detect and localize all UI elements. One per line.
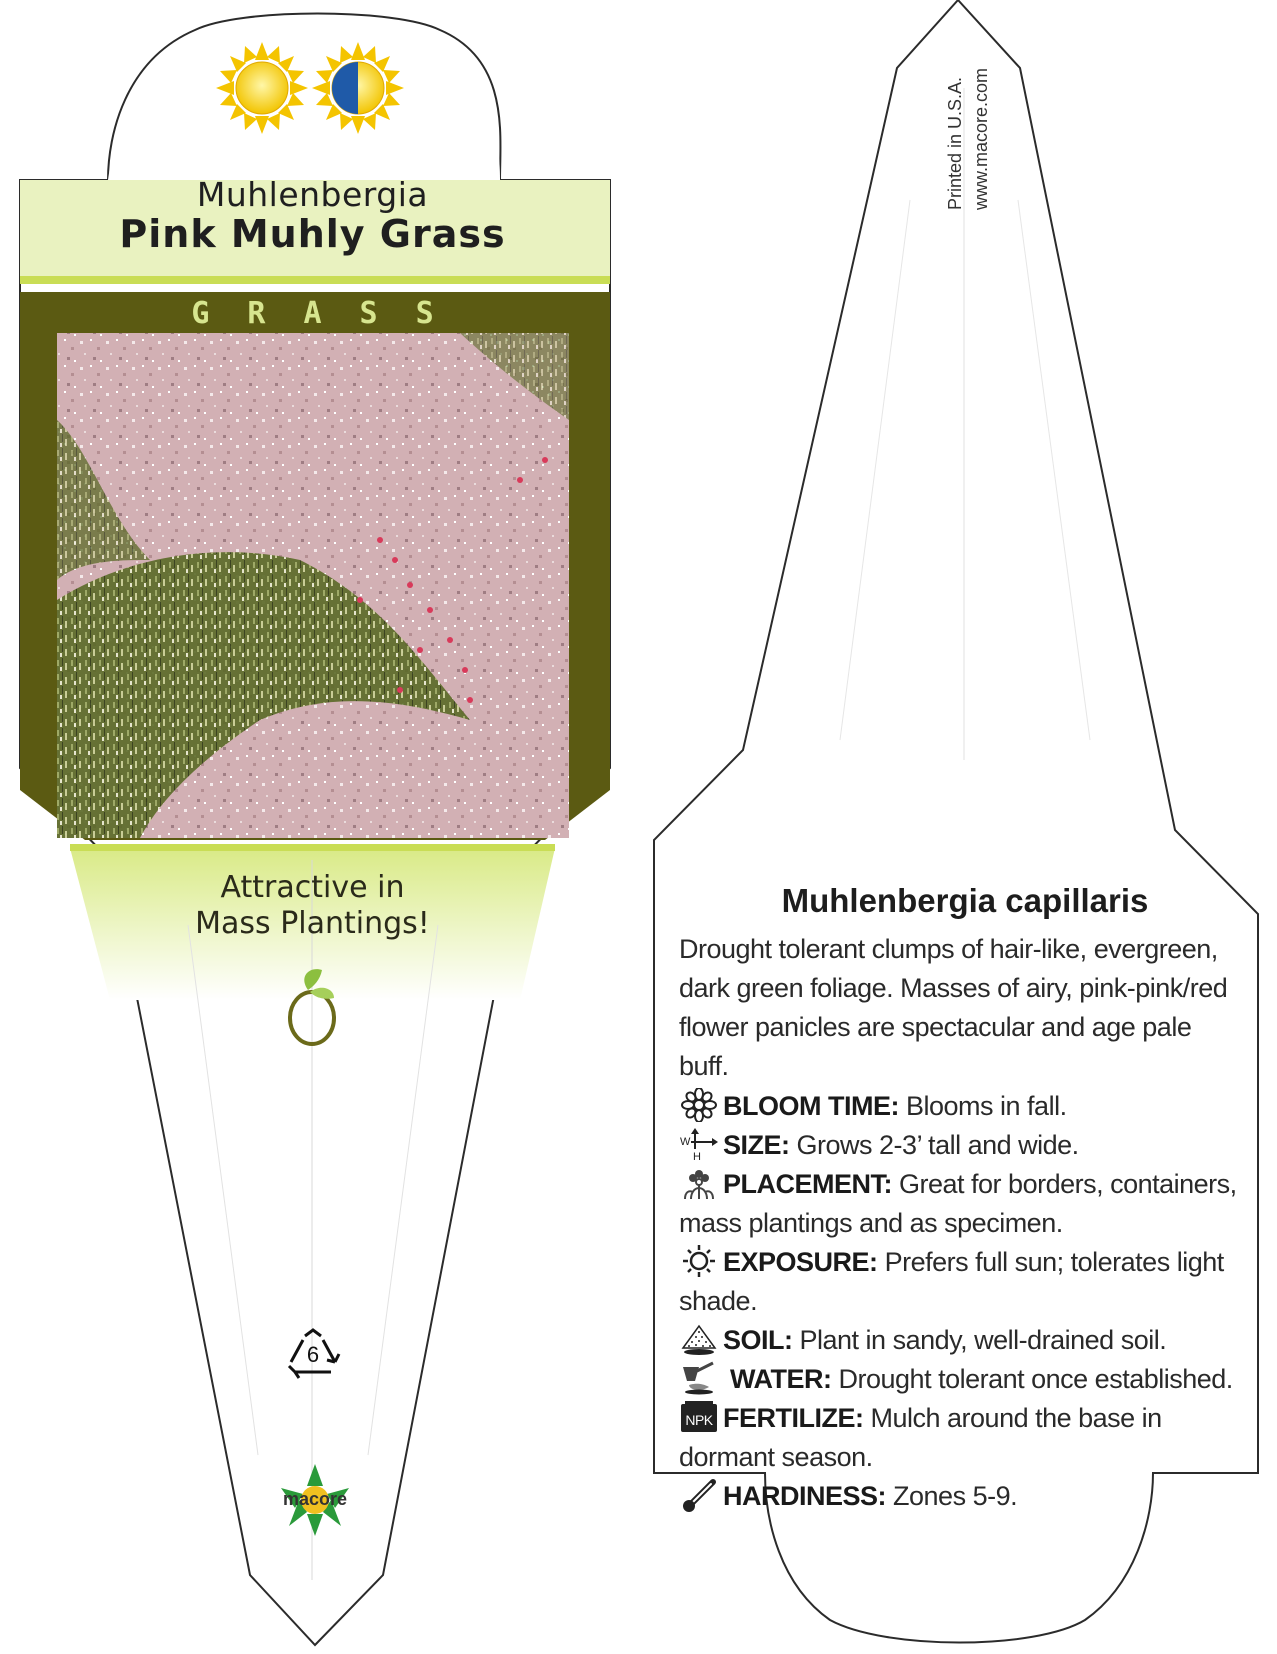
soil-label: SOIL: <box>723 1325 793 1355</box>
water-label: WATER: <box>730 1364 832 1394</box>
soil-icon <box>679 1322 719 1356</box>
attribute-soil <box>679 1321 1239 1360</box>
tagline-line-2: Mass Plantings! <box>195 906 430 941</box>
exposure-label: EXPOSURE: <box>723 1247 878 1277</box>
attribute-bloom-time <box>679 1087 1239 1126</box>
watering-can-icon <box>679 1361 719 1395</box>
variety-name: Pink Muhly Grass <box>119 212 506 256</box>
size-icon <box>679 1127 719 1161</box>
sun-icon <box>679 1244 719 1278</box>
plant-photo <box>57 333 569 838</box>
size-icon-h: H <box>693 1151 701 1161</box>
attribute-fertilize <box>679 1399 1239 1477</box>
website: www.macore.com <box>971 67 991 210</box>
category-label: GRASS <box>191 296 472 331</box>
size-label: SIZE: <box>723 1130 790 1160</box>
npk-icon-text: NPK <box>685 1412 713 1428</box>
hardiness-label: HARDINESS: <box>723 1481 887 1511</box>
placement-icon <box>679 1166 719 1200</box>
placement-label: PLACEMENT: <box>723 1169 892 1199</box>
tagline-line-1: Attractive in <box>220 870 405 905</box>
thermometer-icon <box>679 1478 719 1512</box>
placement-value: Great for borders, containers, mass plantings and as specimen. <box>679 1169 1237 1238</box>
bloom-time-label: BLOOM TIME: <box>723 1091 899 1121</box>
attribute-placement <box>679 1165 1239 1243</box>
size-icon-w: W <box>680 1136 690 1148</box>
npk-icon <box>679 1400 719 1434</box>
common-name: Muhlenbergia <box>196 175 429 214</box>
recycle-number: 6 <box>306 1342 320 1367</box>
soil-value: Plant in sandy, well-drained soil. <box>799 1325 1167 1355</box>
attribute-hardiness <box>679 1477 1239 1516</box>
print-info <box>945 50 1005 220</box>
fertilize-label: FERTILIZE: <box>723 1403 864 1433</box>
plant-info <box>679 930 1239 1516</box>
printed-in: Printed in U.S.A. <box>945 76 965 210</box>
brand-name: macore <box>282 1489 348 1509</box>
hardiness-value: Zones 5-9. <box>893 1481 1018 1511</box>
description: Drought tolerant clumps of hair-like, evergreen, dark green foliage. Masses of airy, pink-pink/red flower panicles are spectacular and age pale buff. <box>679 934 1228 1081</box>
flower-icon <box>679 1088 719 1122</box>
bloom-time-value: Blooms in fall. <box>906 1091 1067 1121</box>
tagline <box>100 870 525 942</box>
size-value: Grows 2-3’ tall and wide. <box>796 1130 1079 1160</box>
attribute-exposure <box>679 1243 1239 1321</box>
attribute-water <box>679 1360 1239 1399</box>
attribute-size <box>679 1126 1239 1165</box>
water-value: Drought tolerant once established. <box>838 1364 1233 1394</box>
exposure-value: Prefers full sun; tolerates light shade. <box>679 1247 1224 1316</box>
fertilize-value: Mulch around the base in dormant season. <box>679 1403 1162 1472</box>
botanical-name: Muhlenbergia capillaris <box>781 882 1149 919</box>
